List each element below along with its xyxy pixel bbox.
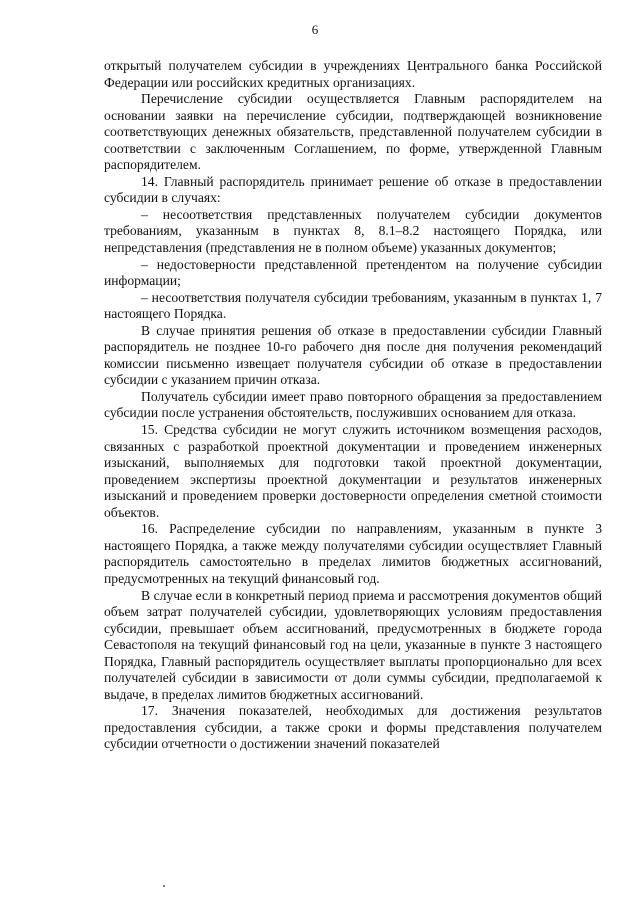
- paragraph-proportional: В случае если в конкретный период приема и рассмотрения документов общий объем затрат получателей субсидии, удовлетворяющих условиям предоставления субсидии, превышает объем ассигнований, предусмотренных в бюджете города Севастополя на текущий финансовый год на цели, указанные в пункте 3 настоящего Порядка, Главный распорядитель осуществляет выплаты пропорционально для всех получателей субсидии в зависимости от доли суммы субсидии, предполагаемой к выдаче, в пределах лимитов бюджетных ассигнований.: [104, 587, 602, 702]
- paragraph-continuation: открытый получателем субсидии в учреждениях Центрального банка Российской Федерации или российских кредитных организациях.: [104, 58, 602, 90]
- paragraph-transfer: Перечисление субсидии осуществляется Главным распорядителем на основании заявки на перечисление субсидии, подтверждающей возникновение соответствующих денежных обязательств, представленной получателем субсидии в соответствии с заключенным Соглашением, по форме, утвержденной Главным распорядителем.: [104, 91, 602, 173]
- list-item: – несоответствия представленных получателем субсидии документов требованиям, указанным в пунктах 8, 8.1–8.2 настоящего Порядка, или непредставления (представления не в полном объеме) указанных документов;: [104, 206, 602, 256]
- document-body: [104, 58, 602, 753]
- list-item: – несоответствия получателя субсидии требованиям, указанным в пунктах 1, 7 настоящего Порядка.: [104, 289, 602, 322]
- page-number: 6: [311, 22, 319, 37]
- paragraph-clause-14: 14. Главный распорядитель принимает решение об отказе в предоставлении субсидии в случаях:: [104, 173, 602, 206]
- paragraph-refusal: В случае принятия решения об отказе в предоставлении субсидии Главный распорядитель не позднее 10-го рабочего дня после дня получения рекомендаций комиссии письменно извещает получателя субсидии об отказе в предоставлении субсидии с указанием причин отказа.: [104, 322, 602, 388]
- list-item: – недостоверности представленной претендентом на получение субсидии информации;: [104, 256, 602, 289]
- paragraph-reapply: Получатель субсидии имеет право повторного обращения за предоставлением субсидии после устранения обстоятельств, послуживших основанием для отказа.: [104, 388, 602, 421]
- paragraph-clause-15: 15. Средства субсидии не могут служить источником возмещения расходов, связанных с разработкой проектной документации и проведением инженерных изысканий, выполняемых для подготовки такой проектной документации, проведением экспертизы проектной документации и результатов инженерных изысканий и проведением проверки достоверности определения сметной стоимости объектов.: [104, 422, 602, 520]
- paragraph-clause-16: 16. Распределение субсидии по направлениям, указанным в пункте 3 настоящего Порядка, а также между получателями субсидии осуществляет Главный распорядитель самостоятельно в пределах лимитов бюджетных ассигнований, предусмотренных на текущий финансовый год.: [104, 521, 602, 586]
- scan-speck: [163, 885, 165, 887]
- paragraph-clause-17: 17. Значения показателей, необходимых для достижения результатов предоставления субсидии, а также сроки и формы представления получателем субсидии отчетности о достижении значений показателей: [104, 703, 602, 752]
